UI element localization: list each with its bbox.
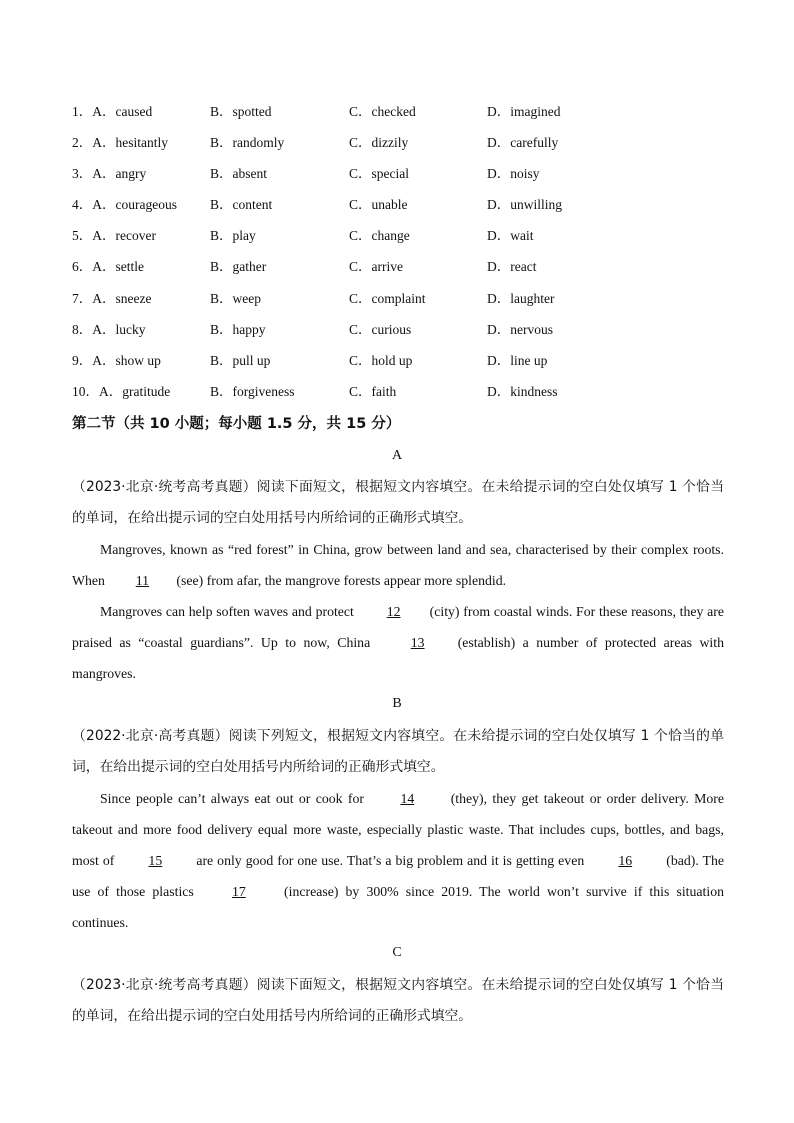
option-c: C．hold up: [349, 352, 413, 368]
option-row: [72, 287, 732, 318]
option-d: D．imagined: [487, 104, 561, 119]
option-row: [72, 162, 732, 193]
option-b: B．pull up: [210, 352, 271, 368]
part-b-intro: （2022·北京·高考真题）阅读下列短文，根据短文内容填空。在未给提示词的空白处仅填写 1 个恰当的单词，在给出提示词的空白处用括号内所给词的正确形式填空。: [72, 728, 724, 775]
option-c: C．dizzily: [349, 135, 409, 151]
option-b: B．content: [210, 197, 273, 213]
option-a: 7．A．sneeze: [72, 290, 152, 306]
blank-11[interactable]: 11: [135, 573, 150, 588]
option-a: 9．A．show up: [72, 352, 161, 368]
option-c: C．change: [349, 228, 410, 244]
options-list: [72, 100, 732, 411]
option-c: C．faith: [349, 383, 397, 399]
option-d: D．wait: [487, 228, 534, 244]
option-d: D．laughter: [487, 290, 555, 306]
blank-15[interactable]: 15: [148, 853, 163, 868]
option-a: 6．A．settle: [72, 259, 144, 275]
option-a: 4．A．courageous: [72, 197, 177, 213]
blank-17[interactable]: 17: [232, 884, 246, 899]
option-b: B．spotted: [210, 104, 272, 119]
blank-16[interactable]: 16: [618, 853, 633, 868]
option-b: B．forgiveness: [210, 383, 295, 399]
option-c: C．unable: [349, 197, 408, 213]
option-c: C．checked: [349, 104, 416, 119]
option-d: D．carefully: [487, 135, 559, 151]
section-heading: 第二节（共 10 小题；每小题 1.5 分，共 15 分）: [72, 416, 401, 432]
option-b: B．happy: [210, 321, 266, 337]
option-a: 5．A．recover: [72, 228, 156, 244]
option-d: D．unwilling: [487, 197, 563, 213]
option-row: [72, 193, 732, 224]
part-a-letter: A: [391, 448, 403, 463]
part-a-paragraph-1: Mangroves, known as “red forest” in China, grow between land and sea, characterised by their complex roots. When 11 (see) from afar, the mangrove forests appear more splendid.: [72, 534, 724, 596]
option-c: C．complaint: [349, 290, 426, 306]
part-c-letter: C: [392, 945, 402, 960]
option-b: B．randomly: [210, 135, 285, 151]
option-row: [72, 224, 732, 255]
option-d: D．react: [487, 259, 537, 275]
option-d: D．kindness: [487, 383, 558, 399]
option-row: [72, 100, 732, 131]
option-c: C．curious: [349, 321, 412, 337]
option-d: D．noisy: [487, 166, 540, 182]
part-b-paragraph: Since people can’t always eat out or cook for 14 (they), they get takeout or order delivery. More takeout and more food delivery equal more waste, especially plastic waste. That includes cups, bottles, and bags, most of 15 are only good for one use. That’s a big problem and it is getting even 16 (bad). The use of those plastics 17 (increase) by 300% since 2019. The world won’t survive if this situation continues.: [72, 783, 724, 938]
option-row: [72, 318, 732, 349]
part-c-intro: （2023·北京·统考高考真题）阅读下面短文，根据短文内容填空。在未给提示词的空白处仅填写 1 个恰当的单词，在给出提示词的空白处用括号内所给词的正确形式填空。: [72, 977, 724, 1024]
option-row: [72, 255, 732, 286]
option-a: 10．A．gratitude: [72, 383, 171, 399]
blank-14[interactable]: 14: [400, 791, 415, 806]
option-a: 1．A．caused: [72, 104, 153, 119]
part-a-intro: （2023·北京·统考高考真题）阅读下面短文，根据短文内容填空。在未给提示词的空白处仅填写 1 个恰当的单词，在给出提示词的空白处用括号内所给词的正确形式填空。: [72, 479, 724, 526]
option-b: B．play: [210, 228, 256, 244]
part-a-paragraph-2: Mangroves can help soften waves and protect 12 (city) from coastal winds. For these reasons, they are praised as “coastal guardians”. Up to now, China 13 (establish) a number of protected areas with mangroves.: [72, 596, 724, 689]
option-b: B．weep: [210, 290, 261, 306]
option-b: B．gather: [210, 259, 267, 275]
option-d: D．line up: [487, 352, 548, 368]
blank-12[interactable]: 12: [386, 604, 401, 619]
option-row: [72, 349, 732, 380]
option-b: B．absent: [210, 166, 267, 182]
option-d: D．nervous: [487, 321, 553, 337]
option-row: [72, 131, 732, 162]
option-c: C．special: [349, 166, 409, 182]
option-a: 8．A．lucky: [72, 321, 146, 337]
part-b-letter: B: [392, 696, 402, 711]
blank-13[interactable]: 13: [410, 635, 425, 650]
option-c: C．arrive: [349, 259, 403, 275]
option-a: 2．A．hesitantly: [72, 135, 168, 151]
option-row: [72, 380, 732, 411]
option-a: 3．A．angry: [72, 166, 147, 182]
